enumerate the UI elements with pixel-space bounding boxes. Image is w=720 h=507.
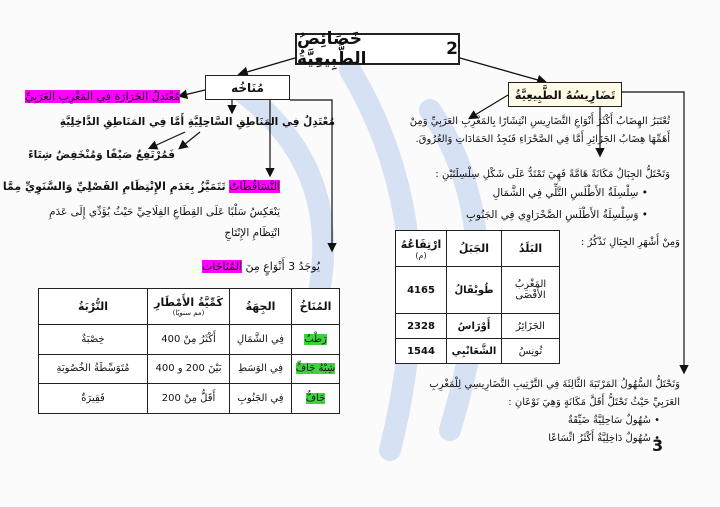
- table-cell: الشَّعَانْبِي: [447, 339, 502, 364]
- climate-header-rain-unit: (مم سنويًا): [172, 309, 205, 317]
- rain-highlight: التَّسَاقُطَاتُ: [229, 180, 280, 193]
- table-row: [39, 325, 340, 355]
- climate-label-box: [205, 75, 290, 100]
- table-cell: أَكْثَرُ مِنْ 400: [148, 325, 230, 355]
- relief-p3-line-1: وَتَحْتَلُّ السُّهُولُ المَرْتَبَةَ الثَّالِثَةَ فِي التَّرْتِيبِ التَّضَارِيسِي لِلْمَغْرِبِ: [429, 379, 680, 390]
- table-cell: 2328: [396, 314, 447, 339]
- rain-line-2: يَنْعَكِسُ سَلْبًا عَلَى القِطَاعِ الفِلَاحِيِّ حَيْثُ يُؤَدِّي إِلَى عَدَمِ: [49, 206, 280, 218]
- mountain-header-height-text: ارْتِفَاعُهُ: [400, 237, 442, 251]
- relief-bullet-3: • سُهُولٌ سَاحِلِيَّةٌ ضَيِّقَةٌ: [480, 414, 660, 428]
- climate-type-humid: رَطْبٌ: [304, 333, 327, 345]
- relief-bullet-2: • وَسِلْسِلَةُ الأَطْلَسِ الصَّحْرَاوِي فِي الجَنُوبِ: [410, 208, 648, 222]
- table-cell: طُوبْقَالُ: [447, 267, 502, 314]
- climate-types-prefix: يُوجَدُ 3 أَنْوَاعٍ مِنَ: [245, 260, 320, 273]
- section-number: 2: [446, 39, 458, 59]
- climate-header-climate: المُنَاخُ: [292, 289, 340, 325]
- relief-p2-line-1: وَتَحْتَلُّ الجِبَالُ مَكَانَةً هَامَّةً فَهِيَ تَمْتَدُّ عَلَى شَكْلِ سِلْسِلَتَيْنِ :: [435, 169, 670, 180]
- climate-types-highlight: المُنَاخَاتِ: [202, 260, 242, 273]
- relief-label: تَضَارِيسُهُ الطَّبِيعِيَّةُ: [514, 87, 616, 102]
- relief-p1-line-2: أَهَمِّهَا هِضَابُ الجَزَائِرِ أَمَّا فِي الصَّحْرَاءِ فَنَجِدُ الحَمَادَاتِ وَالعُرُوقَ.: [415, 134, 670, 145]
- page-title: [295, 29, 460, 69]
- mountain-table-header-row: [396, 231, 560, 267]
- table-cell: فِي الوَسَطِ: [230, 354, 292, 384]
- climate-header-rain-text: كَمِّيَّةُ الأَمْطَارِ: [154, 296, 223, 309]
- table-cell: تُونِسُ: [502, 339, 560, 364]
- relief-bullet-1: • سِلْسِلَةُ الأَطْلَسِ التَّلِّي فِي الشَّمَالِ: [430, 186, 648, 200]
- title-text: خَصَائِصُ الطَّبِيعِيَّةُ: [297, 29, 367, 69]
- table-cell: [292, 384, 340, 414]
- rain-text-1: تَتَمَيَّزُ بِعَدَمِ الإِنْتِظَامِ الفَصْلِيِّ وَالسَّنَوِيِّ مِمَّا: [2, 180, 226, 193]
- climate-line-1: [25, 90, 180, 105]
- climate-line-3: فَمُرْتَفِعٌ صَيْفًا وَمُنْخَفِضٌ شِتَاءً: [28, 149, 175, 161]
- mountain-header-mountain: الجَبَلُ: [447, 231, 502, 267]
- table-cell: أَقَلُّ مِنْ 200: [148, 384, 230, 414]
- mountains-intro: وَمِنْ أَشْهَرِ الجِبَالِ نَذْكُرُ :: [580, 237, 680, 248]
- mountain-table: [395, 230, 560, 364]
- mountain-header-height-unit: (م): [415, 250, 427, 260]
- table-cell: [292, 354, 340, 384]
- rain-line-1: [2, 180, 280, 195]
- table-row: [39, 354, 340, 384]
- relief-bullet-4: • سُهُولٌ دَاخِلِيَّةٌ أَكْثَرُ اتِّسَاعًا: [440, 432, 660, 446]
- table-cell: 1544: [396, 339, 447, 364]
- table-cell: فِي الجَنُوبِ: [230, 384, 292, 414]
- rain-line-3: انْتِظَامِ الإِنْتَاجِ: [224, 227, 280, 239]
- climate-line-2: مُعْتَدِلٌ فِي المَنَاطِقِ السَّاحِلِيَّةِ أَمَّا فِي المَنَاطِقِ الدَّاخِلِيَّةِ: [59, 116, 335, 128]
- table-cell: [292, 325, 340, 355]
- climate-table-header-row: [39, 289, 340, 325]
- climate-header-rain: [148, 289, 230, 325]
- table-cell: مُتَوَسِّطَةُ الخُصُوبَةِ: [39, 354, 148, 384]
- relief-p1-line-1: تُعْتَبَرُ الهِضَابُ أَكْثَرَ أَنْوَاعِ التَّضَارِيسِ انْتِشَارًا بِالمَغْرِبِ العَرَبِيِّ وَمِنْ: [409, 116, 670, 127]
- climate-types-line: [160, 260, 320, 275]
- table-cell: فَقِيرَةٌ: [39, 384, 148, 414]
- table-cell: خِصْبَةٌ: [39, 325, 148, 355]
- mountain-header-height: [396, 231, 447, 267]
- table-cell: فِي الشَّمَالِ: [230, 325, 292, 355]
- relief-label-box: [508, 82, 622, 107]
- climate-highlight-temperature: مُعْتَدِلُ الحَرَارَةِ فِي المَغْرِبِ العَرَبِيِّ: [25, 90, 180, 103]
- table-row: [396, 267, 560, 314]
- climate-label: مُنَاخُه: [231, 80, 264, 95]
- climate-type-arid: جَافٌّ: [305, 393, 326, 405]
- table-row: [39, 384, 340, 414]
- table-row: [396, 314, 560, 339]
- table-cell: بَيْنَ 200 و 400: [148, 354, 230, 384]
- relief-p3-line-2: العَرَبِيِّ حَيْثُ تَحْتَلُّ أَقَلَّ مَكَانَةٍ وَهِيَ نَوْعَانِ :: [508, 397, 680, 408]
- climate-table: [38, 288, 340, 414]
- table-cell: المَغْرِبُ الأَقْصَى: [502, 267, 560, 314]
- table-cell: الجَزَائِرُ: [502, 314, 560, 339]
- page-number: 3: [652, 436, 664, 455]
- table-cell: أَوْرَاسُ: [447, 314, 502, 339]
- climate-type-semiarid: شِبْهُ جَافٍّ: [295, 363, 336, 375]
- mountain-header-country: البَلَدُ: [502, 231, 560, 267]
- climate-header-region: الجِهَةُ: [230, 289, 292, 325]
- climate-header-soil: التُّرْبَةُ: [39, 289, 148, 325]
- table-row: [396, 339, 560, 364]
- table-cell: 4165: [396, 267, 447, 314]
